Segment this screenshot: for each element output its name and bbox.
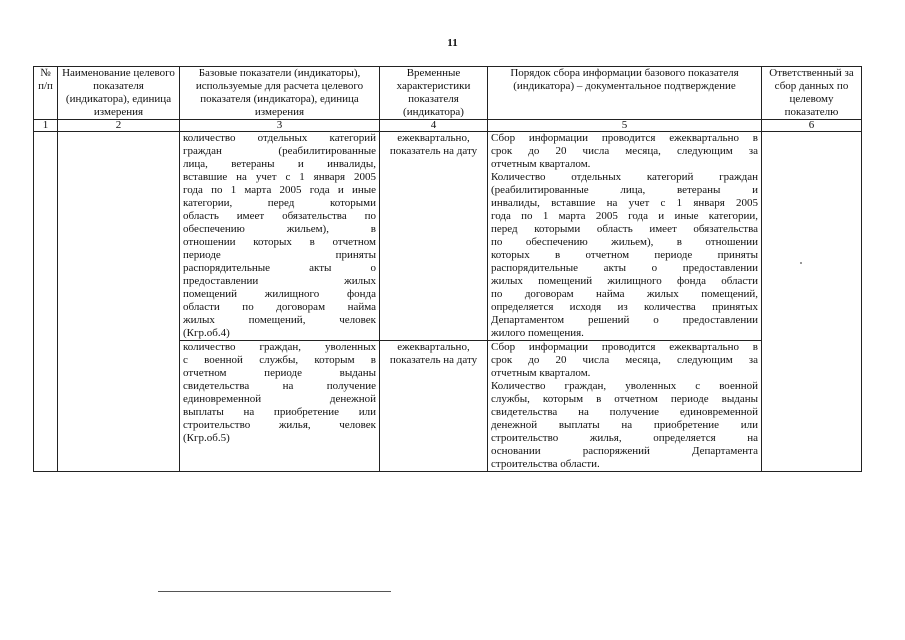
cell-base-indicator: [180, 132, 380, 341]
header-collection-procedure: Порядок сбора информации базового показателя (индикатора) – документальное подтверждение: [488, 67, 762, 120]
text-line: единовременной денежной: [183, 393, 376, 405]
text-line: (реабилитированные лица, ветераны и: [491, 184, 758, 196]
text-line: жилых помещений жилищного фонда области: [491, 275, 758, 287]
text-line: распорядительные акты о: [183, 262, 376, 274]
text-line: отчетным кварталом.: [491, 367, 591, 379]
indicator-table: [33, 66, 862, 472]
cell-collection-procedure: [488, 132, 762, 341]
cell-collection-procedure: [488, 341, 762, 472]
text-line: свидетельства на получение: [183, 380, 376, 392]
text-line: свидетельства на получение единовременной: [491, 406, 758, 418]
column-number: 1: [34, 120, 58, 132]
column-number: 4: [380, 120, 488, 132]
header-base-indicators: Базовые показатели (индикаторы), используемые для расчета целевого показателя (индикатора), единица измерения: [180, 67, 380, 120]
text-line: инвалиды, вставшие на учет с 1 января 2005: [491, 197, 758, 209]
text-line: срок до 20 числа месяца, следующим за: [491, 354, 758, 366]
header-indicator-name: Наименование целевого показателя (индикатора), единица измерения: [58, 67, 180, 120]
text-line: вставшие на учет с 1 января 2005: [183, 171, 376, 183]
text-line: количество граждан, уволенных: [183, 341, 376, 353]
cell-responsible: [762, 132, 862, 472]
column-number: 3: [180, 120, 380, 132]
text-line: денежной выплаты на приобретение или: [491, 419, 758, 431]
cell-time-characteristic: ежеквартально, показатель на дату: [380, 132, 488, 341]
text-line: отчетным кварталом.: [491, 158, 591, 170]
cell-time-characteristic: ежеквартально, показатель на дату: [380, 341, 488, 472]
cell-base-indicator: [180, 341, 380, 472]
text-line: которых в отчетном периоде приняты: [491, 249, 758, 261]
column-number: 6: [762, 120, 862, 132]
text-line: отношении которых в отчетном: [183, 236, 376, 248]
text-line: предоставлении жилых: [183, 275, 376, 287]
text-line: граждан (реабилитированные: [183, 145, 376, 157]
table-row: [34, 132, 862, 341]
text-line: Сбор информации проводится ежеквартально в: [491, 132, 758, 144]
header-responsible: Ответственный за сбор данных по целевому показателю: [762, 67, 862, 120]
scan-speck: [800, 262, 802, 264]
footer-rule: [158, 591, 391, 592]
text-line: количество отдельных категорий: [183, 132, 376, 144]
text-line: жилого помещения.: [491, 327, 584, 339]
text-line: области по договорам найма: [183, 301, 376, 313]
text-line: категории, перед которыми: [183, 197, 376, 209]
header-time-characteristics: Временные характеристики показателя (индикатора): [380, 67, 488, 120]
text-line: распорядительные акты о предоставлении: [491, 262, 758, 274]
text-line: основании распоряжений Департамента: [491, 445, 758, 457]
text-line: с военной службы, которым в: [183, 354, 376, 366]
text-line: строительства области.: [491, 458, 600, 470]
text-line: выплаты на приобретение или: [183, 406, 376, 418]
text-line: Количество граждан, уволенных с военной: [491, 380, 758, 392]
text-line: года по 1 марта 2005 года и иные: [183, 184, 376, 196]
text-line: года по 1 марта 2005 года и иные категории,: [491, 210, 758, 222]
page-number: 11: [447, 37, 458, 49]
column-number: 2: [58, 120, 180, 132]
table-header-row: [34, 67, 862, 120]
text-line: службы, которым в отчетном периоде выданы: [491, 393, 758, 405]
text-line: определяется исходя из количества принятых: [491, 301, 758, 313]
text-line: (Кгр.об.5): [183, 432, 230, 444]
text-line: Департаментом решений о предоставлении: [491, 314, 758, 326]
text-line: обеспечению жильем), в: [183, 223, 376, 235]
text-line: периоде приняты: [183, 249, 376, 261]
text-line: жилых помещений, человек: [183, 314, 376, 326]
column-number-row: [34, 120, 862, 132]
text-line: строительство жилья, человек: [183, 419, 376, 431]
text-line: (Кгр.об.4): [183, 327, 230, 339]
cell-number: [34, 132, 58, 472]
text-line: Сбор информации проводится ежеквартально в: [491, 341, 758, 353]
text-line: лица, ветераны и инвалиды,: [183, 158, 376, 170]
text-line: область имеет обязательства по: [183, 210, 376, 222]
text-line: перед которыми область имеет обязательства: [491, 223, 758, 235]
text-line: срок до 20 числа месяца, следующим за: [491, 145, 758, 157]
text-line: по договорам найма жилых помещений,: [491, 288, 758, 300]
column-number: 5: [488, 120, 762, 132]
text-line: отчетном периоде выданы: [183, 367, 376, 379]
header-number: № п/п: [34, 67, 58, 120]
text-line: помещений жилищного фонда: [183, 288, 376, 300]
text-line: Количество отдельных категорий граждан: [491, 171, 758, 183]
cell-indicator-name: [58, 132, 180, 472]
text-line: строительство жилья, определяется на: [491, 432, 758, 444]
text-line: по обеспечению жильем), в отношении: [491, 236, 758, 248]
